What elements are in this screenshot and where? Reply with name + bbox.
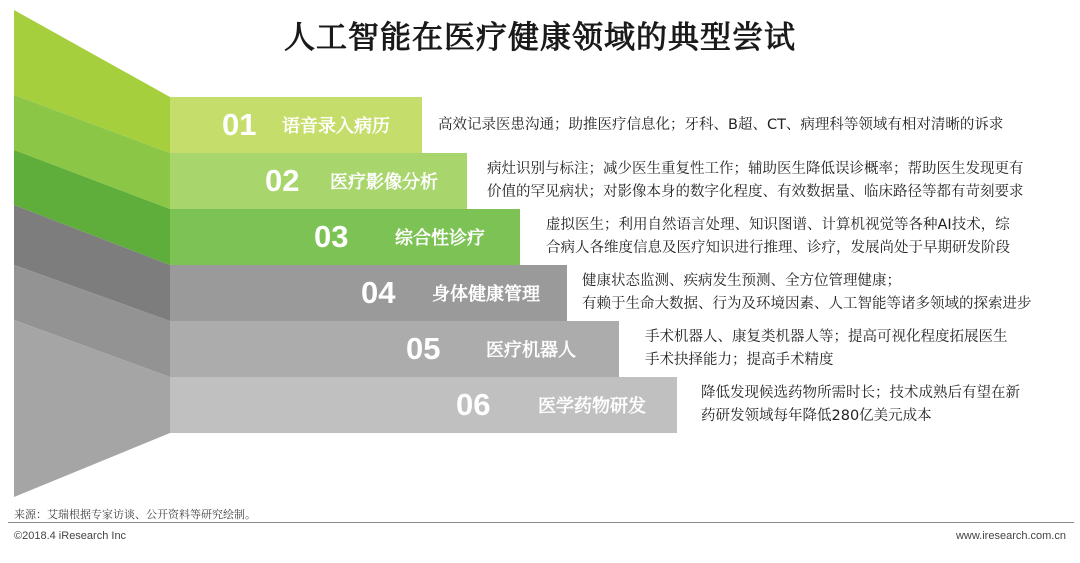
item-number: 02 (265, 163, 300, 198)
item-description-line: 有赖于生命大数据、行为及环境因素、人工智能等诸多领域的探索进步 (582, 296, 1032, 312)
item-description (438, 114, 1003, 137)
item-description (487, 158, 1024, 204)
item-description-line: 健康状态监测、疾病发生预测、全方位管理健康； (582, 273, 901, 289)
item-description-line: 手术抉择能力；提高手术精度 (645, 352, 834, 368)
item-description (645, 326, 1008, 372)
item-description (582, 270, 1032, 316)
item-band-02 (170, 153, 467, 209)
item-label: 医疗影像分析 (330, 172, 438, 193)
item-description (546, 214, 1010, 260)
website-url: www.iresearch.com.cn (955, 530, 1066, 542)
item-band-03 (170, 209, 520, 265)
item-description-line: 虚拟医生；利用自然语言处理、知识图谱、计算机视觉等各种AI技术，综 (546, 217, 1010, 233)
item-label: 身体健康管理 (432, 284, 540, 305)
item-description-line: 价值的罕见病状；对影像本身的数字化程度、有效数据量、临床路径等都有苛刻要求 (487, 184, 1024, 200)
footer-divider (8, 522, 1074, 523)
item-number: 05 (406, 331, 441, 366)
source-note: 来源：艾瑞根据专家访谈、公开资料等研究绘制。 (14, 508, 256, 521)
item-label: 医疗机器人 (486, 340, 576, 361)
item-band-01 (170, 97, 422, 153)
item-description (701, 382, 1020, 428)
item-label: 医学药物研发 (538, 396, 646, 417)
page-title: 人工智能在医疗健康领域的典型尝试 (284, 20, 796, 56)
item-number: 03 (314, 219, 349, 254)
item-band-04 (170, 265, 567, 321)
item-number: 06 (456, 387, 491, 422)
item-number: 04 (361, 275, 396, 310)
item-description-line: 病灶识别与标注；减少医生重复性工作；辅助医生降低误诊概率；帮助医生发现更有 (487, 161, 1024, 177)
item-label: 语音录入病历 (282, 116, 390, 137)
item-description-line: 高效记录医患沟通；助推医疗信息化；牙科、B超、CT、病理科等领域有相对清晰的诉求 (438, 116, 1004, 133)
item-description-line: 降低发现候选药物所需时长；技术成熟后有望在新 (701, 385, 1020, 401)
item-label: 综合性诊疗 (395, 228, 485, 249)
item-band-06 (170, 377, 677, 433)
item-number: 01 (222, 107, 257, 142)
item-band-05 (170, 321, 619, 377)
item-description-line: 药研发领域每年降低280亿美元成本 (701, 408, 932, 424)
copyright: ©2018.4 iResearch Inc (14, 530, 127, 542)
item-description-line: 合病人各维度信息及医疗知识进行推理、诊疗，发展尚处于早期研发阶段 (546, 240, 1010, 256)
item-description-line: 手术机器人、康复类机器人等；提高可视化程度拓展医生 (645, 329, 1008, 345)
